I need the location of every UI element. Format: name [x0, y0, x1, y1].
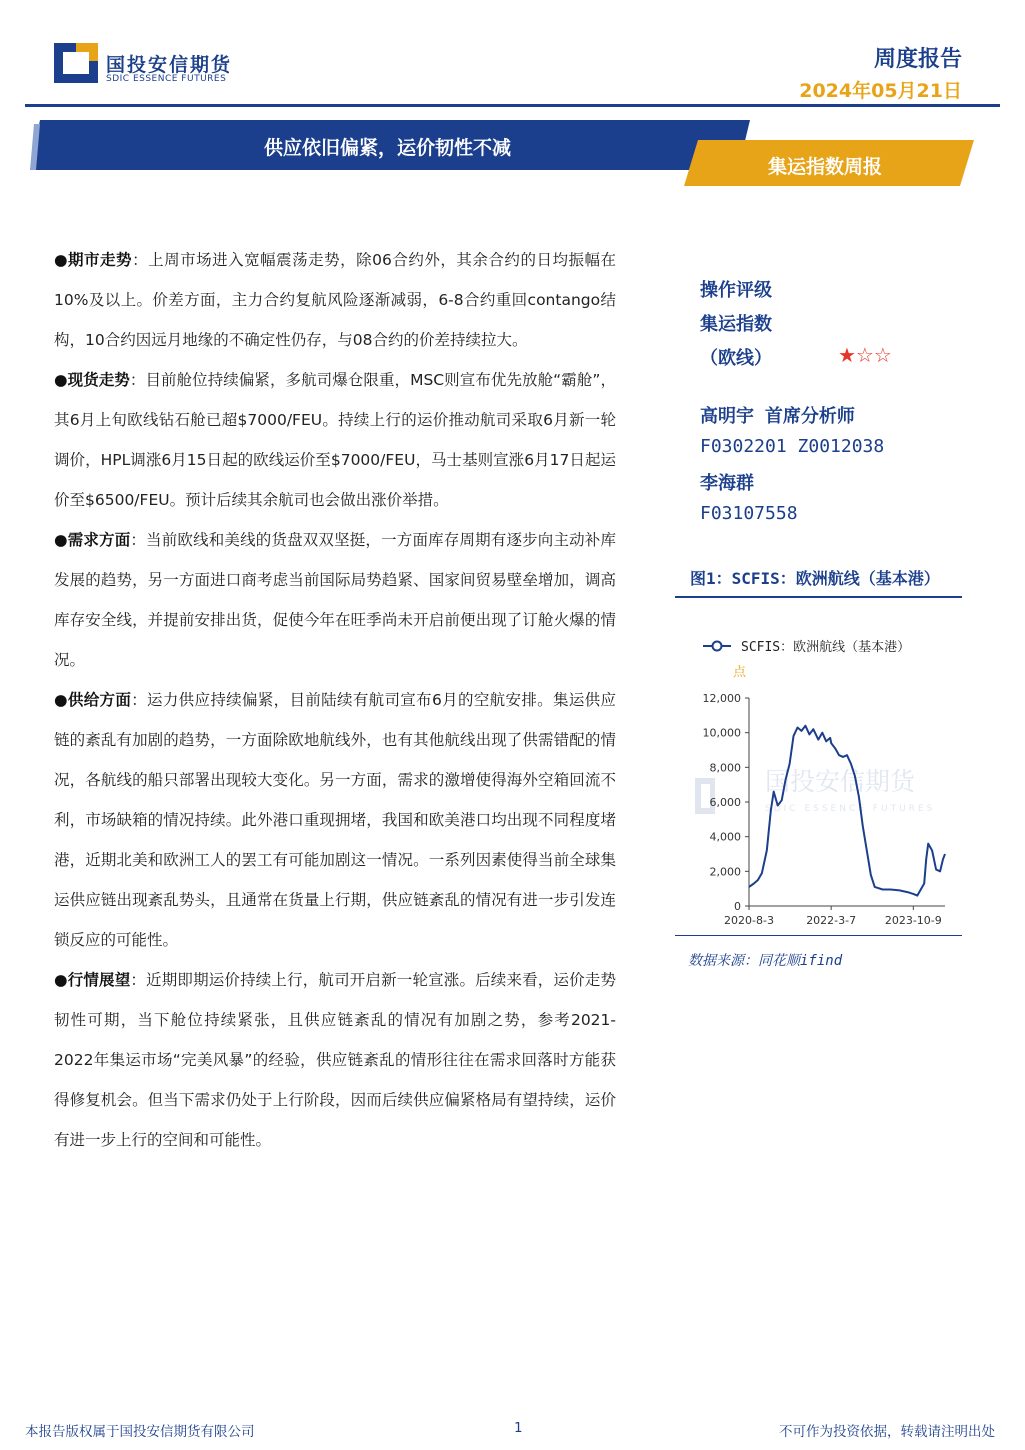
company-logo-icon: [54, 43, 98, 83]
bullet-icon: ●: [54, 971, 68, 989]
paragraph-outlook: [54, 960, 616, 1160]
watermark-text-cn: 国投安信期货: [765, 767, 916, 796]
analyst-2-cert: F03107558: [700, 503, 798, 524]
company-name-cn: 国投安信期货: [106, 54, 233, 76]
y-tick-label: 2,000: [709, 865, 741, 879]
scfis-line-chart: [675, 620, 965, 935]
rating-route: （欧线）: [700, 348, 772, 369]
paragraph-text: ：近期即期运价持续上行，航司开启新一轮宣涨。后续来看，运价走势韧性可期，当下舱位持续紧张，且供应链紊乱的情况有加剧之势，参考2021-2022年集运市场“完美风暴”的经验，供应链紊乱的情形往往在需求回落时方能获得修复机会。但当下需求仍处于上行阶段，因而后续供应偏紧格局有望持续，运价有进一步上行的空间和可能性。: [54, 971, 616, 1149]
rating-product: 集运指数: [700, 314, 772, 335]
paragraph-text: ：运力供应持续偏紧，目前陆续有航司宣布6月的空航安排。集运供应链的紊乱有加剧的趋势，一方面除欧地航线外，也有其他航线出现了供需错配的情况，各航线的船只部署出现较大变化。另一方面，需求的激增使得海外空箱回流不利，市场缺箱的情况持续。此外港口重现拥堵，我国和欧美港口均出现不同程度堵港，近期北美和欧洲工人的罢工有可能加剧这一情况。一系列因素使得当前全球集运供应链出现紊乱势头，且通常在货量上行期，供应链紊乱的情况有进一步引发连锁反应的可能性。: [54, 691, 616, 949]
y-tick-label: 10,000: [702, 726, 741, 740]
bullet-icon: ●: [54, 371, 68, 389]
footer-disclaimer: 不可作为投资依据，转载请注明出处: [779, 1424, 995, 1440]
rating-label: 操作评级: [700, 280, 772, 301]
figure-divider: [675, 596, 962, 598]
report-date: 2024年05月21日: [799, 80, 962, 102]
y-tick-label: 12,000: [702, 692, 741, 705]
paragraph-label: 期市走势: [68, 251, 133, 269]
paragraph-demand: [54, 520, 616, 680]
paragraph-text: ：目前舱位持续偏紧，多航司爆仓限重，MSC则宣布优先放舱“霸舱”，其6月上旬欧线钻石舱已超$7000/FEU。持续上行的运价推动航司采取6月新一轮调价，HPL调涨6月15日起的欧线运价至$7000/FEU，马士基则宣涨6月17日起运价至$6500/FEU。预计后续其余航司也会做出涨价举措。: [54, 371, 616, 509]
legend-marker-icon: [713, 642, 722, 651]
company-name-en: SDIC ESSENCE FUTURES: [106, 74, 227, 84]
paragraph-supply: [54, 680, 616, 960]
watermark-text-en: SDIC ESSENCE FUTURES: [765, 804, 936, 814]
analyst-1-name: 高明宇 首席分析师: [700, 406, 855, 427]
paragraph-text: ：当前欧线和美线的货盘双双坚挺，一方面库存周期有逐步向主动补库发展的趋势，另一方面进口商考虑当前国际局势趋紧、国家间贸易壁垒增加，调高库存安全线，并提前安排出货，促使今年在旺季尚未开启前便出现了订舱火爆的情况。: [54, 531, 616, 669]
bullet-icon: ●: [54, 691, 68, 709]
paragraph-label: 行情展望: [67, 971, 131, 989]
analyst-2-name: 李海群: [700, 473, 754, 494]
footer-copyright: 本报告版权属于国投安信期货有限公司: [25, 1424, 255, 1440]
chart-legend: [703, 639, 910, 680]
legend-unit: 点: [733, 665, 747, 680]
bullet-icon: ●: [54, 531, 68, 549]
report-type: 周度报告: [873, 47, 962, 72]
figure-bottom-divider: [675, 935, 962, 936]
y-tick-label: 6,000: [709, 796, 741, 809]
x-tick-label: 2022-3-7: [806, 914, 857, 927]
rating-stars-icon: ★☆☆: [838, 343, 892, 367]
paragraph-spot-trend: [54, 360, 616, 520]
paragraph-market-trend: [54, 240, 616, 360]
paragraph-label: 需求方面: [67, 531, 131, 549]
x-tick-label: 2023-10-9: [884, 914, 942, 927]
y-tick-label: 8,000: [709, 761, 741, 775]
legend-label: SCFIS：欧洲航线（基本港）: [741, 640, 911, 655]
bullet-icon: ●: [54, 251, 69, 269]
header-divider: [25, 104, 1000, 107]
paragraph-label: 供给方面: [67, 691, 132, 709]
report-series-tag: 集运指数周报: [768, 156, 883, 178]
paragraph-text: ：上周市场进入宽幅震荡走势，除06合约外，其余合约的日均振幅在10%及以上。价差方面，主力合约复航风险逐渐减弱，6-8合约重回contango结构，10合约因远月地缘的不确定性仍存，与08合约的价差持续拉大。: [54, 251, 616, 349]
y-tick-label: 4,000: [709, 830, 741, 844]
figure-source: 数据来源：同花顺ifind: [688, 953, 843, 969]
main-content: [54, 240, 616, 1160]
x-tick-label: 2020-8-3: [724, 914, 774, 927]
paragraph-label: 现货走势: [67, 371, 130, 389]
y-tick-label: 0: [734, 900, 741, 913]
page-number: 1: [514, 1420, 523, 1436]
figure-title: 图1：SCFIS：欧洲航线（基本港）: [690, 569, 940, 588]
report-title: 供应依旧偏紧，运价韧性不减: [264, 137, 512, 159]
analyst-1-cert: F0302201 Z0012038: [700, 436, 885, 457]
